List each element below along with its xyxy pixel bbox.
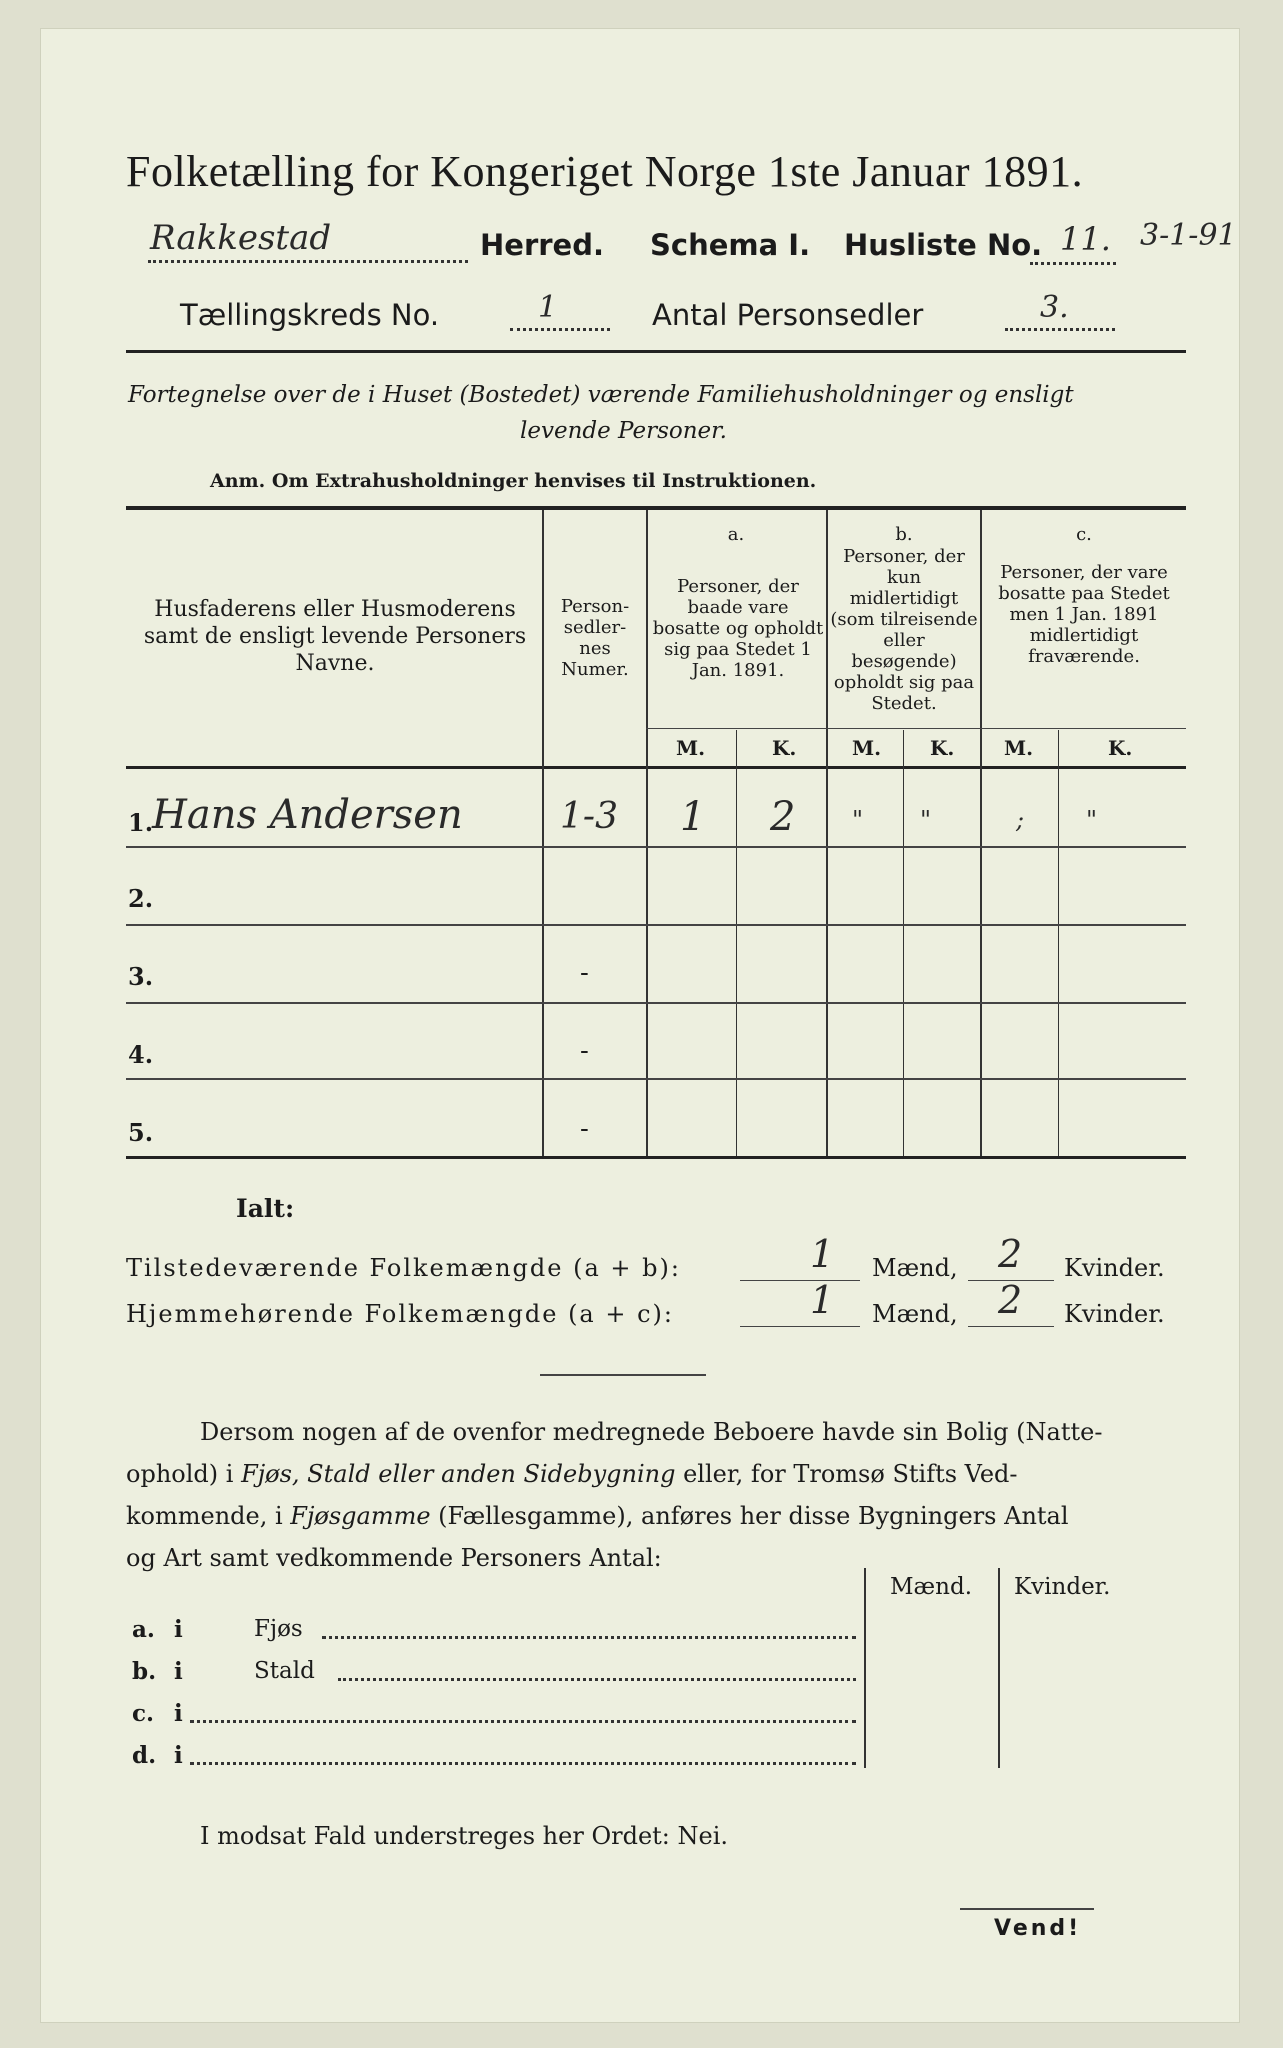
bolig-item-d-letter: d. xyxy=(132,1742,157,1769)
col-num-header: Person-sedler-nes Numer. xyxy=(560,596,630,680)
row-5-sedler: - xyxy=(580,1114,589,1144)
bolig-item-b-dotline xyxy=(338,1678,856,1681)
col-b-header: Personer, der kun midlertidigt (som tilreisende eller besøgende) opholdt sig paa Stedet. xyxy=(830,546,978,714)
bolig-maend-head: Mænd. xyxy=(890,1574,973,1600)
col-a-letter: a. xyxy=(727,524,745,545)
row-line-4 xyxy=(126,1078,1186,1080)
col-name-header: Husfaderens eller Husmoderens samt de ensligt levende Personers Navne. xyxy=(143,597,527,676)
table-header-rule xyxy=(126,766,1186,769)
bolig-para-3-italic: Fjøsgamme xyxy=(290,1502,431,1530)
row-line-3 xyxy=(126,1002,1186,1004)
col-c-letter: c. xyxy=(1076,524,1092,545)
bolig-item-a-dotline xyxy=(322,1636,856,1639)
col-divider-3 xyxy=(826,510,828,1156)
a-k-label: K. xyxy=(772,736,797,760)
col-divider-4 xyxy=(980,510,982,1156)
hjemme-label: Hjemmehørende Folkemængde (a + c): xyxy=(126,1300,674,1328)
bolig-para-2-a: ophold) i xyxy=(126,1460,242,1488)
row-5-num: 5. xyxy=(128,1118,154,1147)
hjemme-kvinder-value: 2 xyxy=(998,1278,1023,1322)
row-1-name: Hans Andersen xyxy=(152,792,463,838)
bolig-item-b-letter: b. xyxy=(132,1658,157,1685)
ialt-label: Ialt: xyxy=(236,1194,295,1223)
row-1-c-k: " xyxy=(1086,806,1098,834)
hjemme-kvinder-line xyxy=(968,1326,1054,1327)
intro-line-2: levende Personer. xyxy=(520,418,727,444)
tilstede-maend-line xyxy=(740,1280,860,1281)
bolig-para-4: og Art samt vedkommende Personers Antal: xyxy=(126,1544,662,1572)
col-divider-2 xyxy=(646,510,648,1156)
antal-value: 3. xyxy=(1040,290,1069,325)
bolig-para-1: Dersom nogen af de ovenfor medregnede Beboere havde sin Bolig (Natte- xyxy=(200,1418,1103,1446)
bolig-item-c-i: i xyxy=(174,1700,183,1727)
row-1-sedler: 1-3 xyxy=(560,796,618,837)
bolig-item-b-i: i xyxy=(174,1658,183,1685)
row-line-1 xyxy=(126,846,1186,848)
taellingskreds-value: 1 xyxy=(538,290,558,325)
col-divider-c-mk xyxy=(1058,730,1059,1156)
bolig-para-3-a: kommende, i xyxy=(126,1502,291,1530)
bolig-item-a-i: i xyxy=(174,1616,183,1643)
table-bottom-rule xyxy=(126,1156,1186,1159)
hjemme-maend-value: 1 xyxy=(810,1278,835,1322)
husliste-value: 11. xyxy=(1060,220,1111,258)
husliste-dotline xyxy=(1030,262,1116,265)
vend-label: Vend! xyxy=(994,1916,1082,1941)
bolig-para-3-b: (Fællesgamme), anføres her disse Bygningers Antal xyxy=(430,1502,1069,1530)
date-note: 3-1-91 xyxy=(1140,218,1237,253)
bolig-item-a-label: Fjøs xyxy=(254,1616,303,1642)
col-divider-b-mk xyxy=(903,730,904,1156)
bolig-item-d-i: i xyxy=(174,1742,183,1769)
tilstede-kvinder-value: 2 xyxy=(998,1232,1023,1276)
bolig-para-2-b: eller, for Tromsø Stifts Ved- xyxy=(675,1460,1018,1488)
section-separator xyxy=(540,1374,706,1376)
col-a-header: Personer, der baade vare bosatte og opholdt sig paa Stedet 1 Jan. 1891. xyxy=(652,576,824,681)
taellingskreds-dotline xyxy=(510,328,610,331)
row-1-a-k: 2 xyxy=(770,794,796,840)
row-3-num: 3. xyxy=(128,962,154,991)
census-form-page xyxy=(40,28,1240,2023)
vend-rule xyxy=(960,1908,1094,1910)
husliste-label: Husliste No. xyxy=(844,228,1043,262)
row-4-num: 4. xyxy=(128,1040,154,1069)
table-top-rule xyxy=(126,506,1186,510)
row-4-sedler: - xyxy=(580,1036,589,1066)
intro-line-1: Fortegnelse over de i Huset (Bostedet) værende Familiehusholdninger og ensligt xyxy=(128,382,1074,408)
herred-value: Rakkestad xyxy=(150,218,332,258)
row-1-c-m: ; xyxy=(1016,806,1025,834)
b-k-label: K. xyxy=(930,736,955,760)
bolig-item-d-dotline xyxy=(190,1762,856,1765)
tilstede-label: Tilstedeværende Folkemængde (a + b): xyxy=(126,1254,681,1282)
col-b-letter: b. xyxy=(895,524,913,545)
row-1-b-m: " xyxy=(852,806,864,834)
bolig-item-a-letter: a. xyxy=(132,1616,155,1643)
bolig-col-divider-1 xyxy=(864,1568,866,1768)
herred-dotline xyxy=(148,260,468,263)
row-1-a-m: 1 xyxy=(680,794,706,840)
row-3-sedler: - xyxy=(580,958,589,988)
bolig-col-divider-2 xyxy=(998,1568,1000,1768)
tilstede-kvinder-label: Kvinder. xyxy=(1064,1254,1165,1282)
c-m-label: M. xyxy=(1004,736,1034,760)
taellingskreds-label: Tællingskreds No. xyxy=(180,298,440,332)
modsat-note: I modsat Fald understreges her Ordet: Nei. xyxy=(200,1822,729,1850)
hjemme-maend-line xyxy=(740,1326,860,1327)
tilstede-maend-label: Mænd, xyxy=(872,1254,958,1282)
c-k-label: K. xyxy=(1108,736,1133,760)
row-2-num: 2. xyxy=(128,884,154,913)
tilstede-maend-value: 1 xyxy=(810,1232,835,1276)
hjemme-kvinder-label: Kvinder. xyxy=(1064,1300,1165,1328)
b-m-label: M. xyxy=(852,736,882,760)
herred-label: Herred. xyxy=(480,228,604,262)
row-1-b-k: " xyxy=(920,806,932,834)
col-divider-1 xyxy=(542,510,544,1156)
antal-label: Antal Personsedler xyxy=(652,298,924,332)
bolig-item-c-letter: c. xyxy=(132,1700,155,1727)
a-m-label: M. xyxy=(676,736,706,760)
header-rule xyxy=(126,350,1186,353)
row-1-num: 1. xyxy=(128,808,154,837)
bolig-para-3 xyxy=(126,1502,1069,1530)
col-divider-a-mk xyxy=(736,730,737,1156)
form-title: Folketælling for Kongeriget Norge 1ste Januar 1891. xyxy=(126,147,1084,196)
bolig-item-b-label: Stald xyxy=(254,1658,315,1684)
schema-label: Schema I. xyxy=(650,228,811,262)
mk-header-rule xyxy=(646,728,1186,729)
bolig-kvinder-head: Kvinder. xyxy=(1014,1574,1111,1600)
bolig-para-2-italic: Fjøs, Stald eller anden Sidebygning xyxy=(241,1460,676,1488)
hjemme-maend-label: Mænd, xyxy=(872,1300,958,1328)
row-line-2 xyxy=(126,924,1186,926)
bolig-para-2 xyxy=(126,1460,1018,1488)
col-c-header: Personer, der vare bosatte paa Stedet men 1 Jan. 1891 midlertidigt fraværende. xyxy=(998,562,1170,667)
antal-dotline xyxy=(1005,328,1115,331)
bolig-item-c-dotline xyxy=(190,1720,856,1723)
anm-note: Anm. Om Extrahusholdninger henvises til Instruktionen. xyxy=(210,470,817,492)
